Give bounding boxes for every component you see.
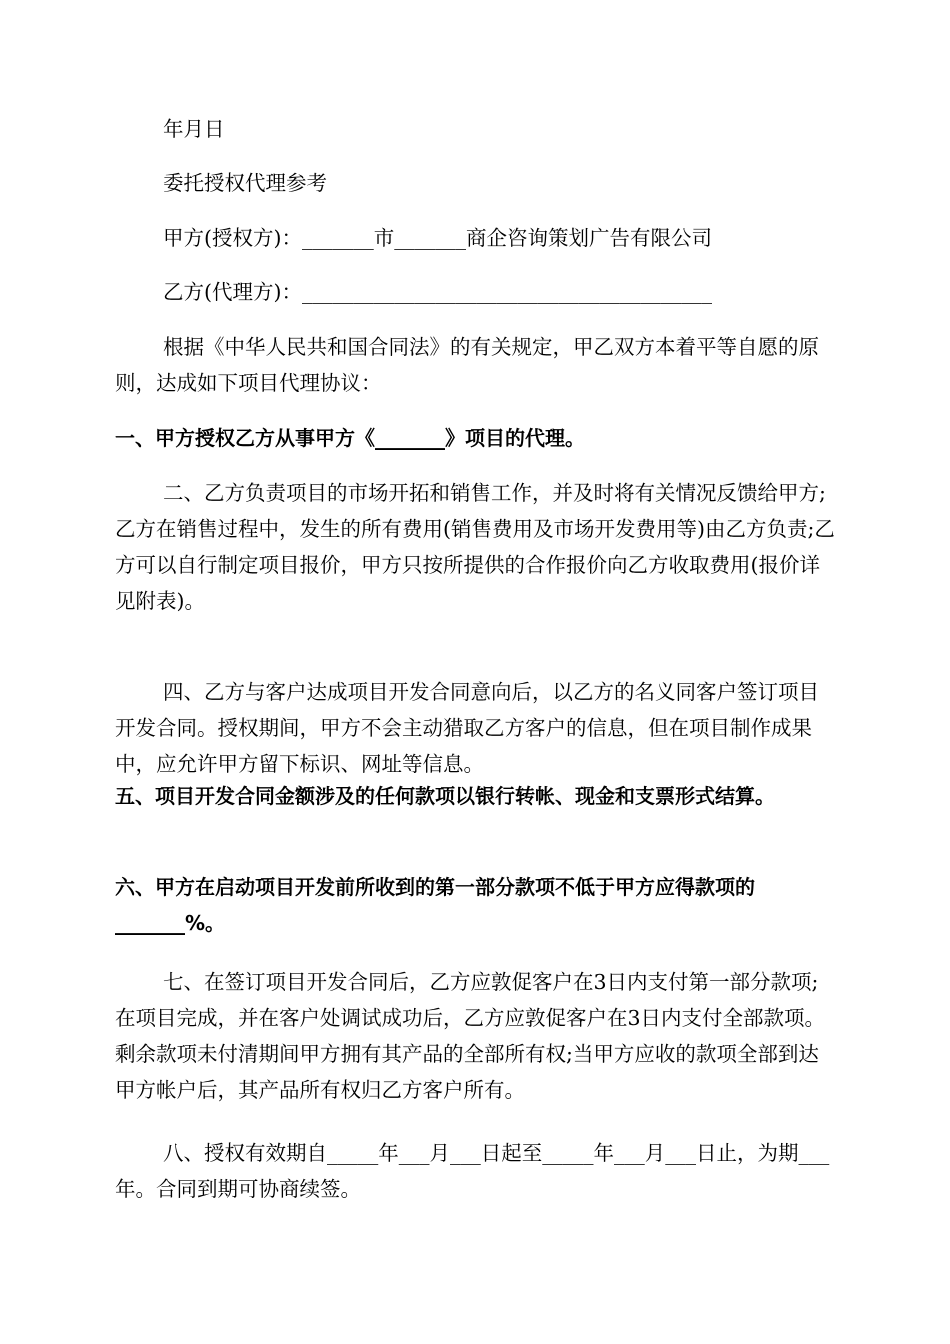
clause-5: 五、项目开发合同金额涉及的任何款项以银行转帐、现金和支票形式结算。 <box>115 784 775 808</box>
clause-6-blank: _______ <box>115 911 185 935</box>
clause-1-text-b: 》项目的代理。 <box>445 426 585 450</box>
clause-4: 四、乙方与客户达成项目开发合同意向后，以乙方的名义同客户签订项目开发合同。授权期间，甲方不会主动猎取乙方客户的信息，但在项目制作成果中，应允许甲方留下标识、网址等信息。 <box>115 680 819 776</box>
intro-paragraph: 根据《中华人民共和国合同法》的有关规定，甲乙双方本着平等自愿的原则，达成如下项目代理协议： <box>115 335 819 395</box>
clause-1 <box>115 420 835 456</box>
party-b-prefix: 乙方(代理方)： <box>163 280 302 304</box>
date-line: 年月日 <box>163 117 225 141</box>
clause-6 <box>115 869 835 941</box>
party-a-company: 商企咨询策划广告有限公司 <box>466 226 712 250</box>
party-b-line <box>115 274 835 310</box>
party-a-city: 市 <box>373 226 395 250</box>
clause-1-blank: _______ <box>375 426 445 450</box>
party-b-blank: ________________________________________ <box>302 280 712 304</box>
party-a-prefix: 甲方(授权方)： <box>163 226 302 250</box>
party-a-blank-2: _______ <box>394 226 466 250</box>
clause-6-text-b: %。 <box>185 911 226 935</box>
clause-1-text-a: 一、甲方授权乙方从事甲方《 <box>115 426 375 450</box>
clause-8: 八、授权有效期自_____年___月___日起至_____年___月___日止，为期___年。合同到期可协商续签。 <box>115 1141 830 1201</box>
party-a-line <box>115 220 835 256</box>
clause-6-text-a: 六、甲方在启动项目开发前所收到的第一部分款项不低于甲方应得款项的 <box>115 875 755 899</box>
document-heading: 委托授权代理参考 <box>163 171 327 195</box>
clause-7: 七、在签订项目开发合同后，乙方应敦促客户在3日内支付第一部分款项;在项目完成，并在客户处调试成功后，乙方应敦促客户在3日内支付全部款项。剩余款项未付清期间甲方拥有其产品的全部所有权;当甲方应收的款项全部到达甲方帐户后，其产品所有权归乙方客户所有。 <box>115 970 826 1102</box>
clause-2: 二、乙方负责项目的市场开拓和销售工作，并及时将有关情况反馈给甲方;乙方在销售过程中，发生的所有费用(销售费用及市场开发费用等)由乙方负责;乙方可以自行制定项目报价，甲方只按所提供的合作报价向乙方收取费用(报价详见附表)。 <box>115 481 835 613</box>
party-a-blank-1: _______ <box>302 226 374 250</box>
